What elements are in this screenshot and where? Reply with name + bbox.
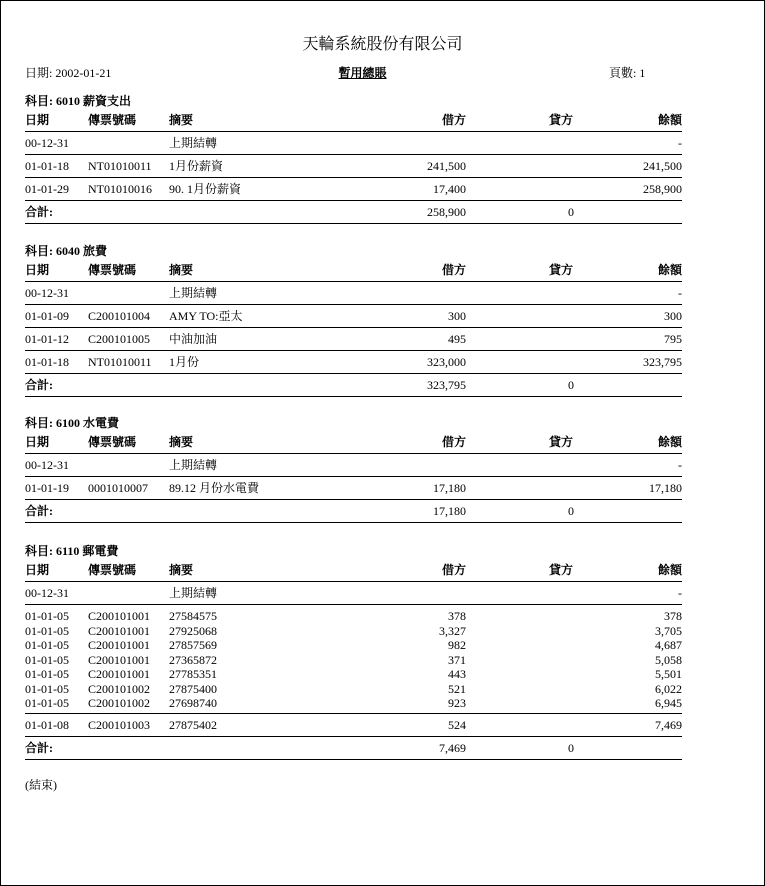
total-row — [25, 737, 682, 760]
cell-date: 00-12-31 — [25, 286, 69, 300]
header-debit: 借方 — [441, 113, 466, 127]
cell-debit: 378 — [448, 609, 466, 623]
cell-voucher: C200101004 — [88, 309, 151, 323]
cell-balance: 5,501 — [655, 667, 682, 681]
total-debit: 17,180 — [433, 504, 466, 518]
cell-desc: 27365872 — [169, 652, 217, 667]
cell-voucher: C200101002 — [88, 696, 151, 710]
cell-voucher: C200101005 — [88, 332, 151, 346]
table-row — [25, 328, 682, 351]
table-row — [25, 696, 682, 714]
cell-date: 00-12-31 — [25, 458, 69, 472]
cell-balance: 795 — [664, 332, 682, 346]
total-label: 合計: — [25, 205, 53, 219]
table-row — [25, 477, 682, 500]
cell-balance: - — [678, 136, 682, 150]
cell-voucher: NT01010016 — [88, 182, 152, 196]
cell-balance: 241,500 — [643, 159, 682, 173]
cell-balance: 7,469 — [655, 718, 682, 732]
table-row — [25, 609, 682, 624]
header-desc: 摘要 — [169, 113, 194, 127]
header-credit: 貸方 — [548, 263, 573, 277]
total-debit: 7,469 — [439, 741, 466, 755]
cell-voucher: C200101001 — [88, 609, 151, 623]
cell-date: 01-01-08 — [25, 718, 69, 732]
header-voucher: 傳票號碼 — [88, 435, 137, 449]
header-balance: 餘額 — [657, 113, 682, 127]
cell-balance: - — [678, 586, 682, 600]
cell-date: 01-01-09 — [25, 309, 69, 323]
header-desc: 摘要 — [169, 435, 194, 449]
cell-debit: 17,400 — [433, 182, 466, 196]
cell-voucher: NT01010011 — [88, 159, 152, 173]
cell-debit: 241,500 — [427, 159, 466, 173]
cell-debit: 3,327 — [439, 623, 466, 638]
cell-debit: 300 — [448, 309, 466, 323]
total-row — [25, 500, 682, 523]
header-balance: 餘額 — [657, 435, 682, 449]
header-date: 日期 — [25, 263, 50, 277]
header-voucher: 傳票號碼 — [88, 563, 137, 577]
cell-balance: 378 — [664, 609, 682, 623]
cell-voucher: C200101003 — [88, 718, 151, 732]
cell-desc: 27857569 — [169, 638, 217, 652]
section-title: 科目: 6100 水電費 — [25, 416, 119, 430]
header-balance: 餘額 — [657, 263, 682, 277]
ledger-section-6010 — [25, 93, 682, 224]
report-end-marker: (結束) — [25, 778, 57, 792]
cell-balance: 3,705 — [655, 623, 682, 638]
cell-desc: 89.12 月份水電費 — [169, 481, 260, 495]
ledger-section-6110 — [25, 543, 682, 760]
cell-balance: 323,795 — [643, 355, 682, 369]
cell-voucher: C200101001 — [88, 638, 151, 652]
cell-voucher: 0001010007 — [88, 481, 148, 495]
cell-balance: 5,058 — [655, 652, 682, 667]
table-row — [25, 682, 682, 697]
header-date: 日期 — [25, 113, 50, 127]
total-label: 合計: — [25, 741, 53, 755]
table-header — [25, 559, 682, 582]
cell-date: 00-12-31 — [25, 136, 69, 150]
header-debit: 借方 — [441, 435, 466, 449]
cell-debit: 371 — [448, 652, 466, 667]
header-debit: 借方 — [441, 263, 466, 277]
cell-desc: 27875402 — [169, 718, 217, 732]
header-date: 日期 — [25, 563, 50, 577]
header-balance: 餘額 — [657, 563, 682, 577]
cell-desc: 上期結轉 — [169, 458, 218, 472]
header-credit: 貸方 — [548, 435, 573, 449]
cell-balance: - — [678, 458, 682, 472]
cell-desc: 1月份薪資 — [169, 159, 224, 173]
cell-date: 01-01-05 — [25, 696, 69, 710]
cell-date: 01-01-05 — [25, 609, 69, 623]
cell-voucher: C200101002 — [88, 681, 151, 696]
cell-date: 01-01-12 — [25, 332, 69, 346]
cell-balance: 4,687 — [655, 638, 682, 652]
cell-desc: 27785351 — [169, 667, 217, 681]
header-voucher: 傳票號碼 — [88, 113, 137, 127]
section-title: 科目: 6040 旅費 — [25, 244, 107, 258]
total-label: 合計: — [25, 378, 53, 392]
cell-debit: 982 — [448, 638, 466, 652]
cell-date: 01-01-05 — [25, 652, 69, 667]
cell-desc: 27925068 — [169, 623, 217, 638]
cell-desc: 27875400 — [169, 681, 217, 696]
total-credit: 0 — [568, 378, 574, 392]
cell-date: 01-01-05 — [25, 638, 69, 652]
table-header — [25, 431, 682, 454]
table-row — [25, 132, 682, 155]
cell-debit: 495 — [448, 332, 466, 346]
cell-date: 01-01-18 — [25, 355, 69, 369]
header-desc: 摘要 — [169, 563, 194, 577]
total-debit: 323,795 — [427, 378, 466, 392]
section-title: 科目: 6110 郵電費 — [25, 544, 119, 558]
table-header — [25, 109, 682, 132]
cell-date: 01-01-05 — [25, 623, 69, 638]
cell-desc: 上期結轉 — [169, 586, 218, 600]
cell-voucher: C200101001 — [88, 667, 151, 681]
cell-desc: AMY TO:亞太 — [169, 309, 243, 323]
ledger-section-6100 — [25, 415, 682, 523]
cell-debit: 524 — [448, 718, 466, 732]
cell-balance: 17,180 — [649, 481, 682, 495]
ledger-section-6040 — [25, 243, 682, 397]
cell-desc: 90. 1月份薪資 — [169, 182, 242, 196]
table-row — [25, 667, 682, 682]
table-row — [25, 155, 682, 178]
cell-date: 01-01-05 — [25, 681, 69, 696]
total-credit: 0 — [568, 741, 574, 755]
header-desc: 摘要 — [169, 263, 194, 277]
total-credit: 0 — [568, 504, 574, 518]
cell-desc: 1月份 — [169, 355, 200, 369]
cell-debit: 323,000 — [427, 355, 466, 369]
cell-voucher: C200101001 — [88, 623, 151, 638]
cell-debit: 17,180 — [433, 481, 466, 495]
total-credit: 0 — [568, 205, 574, 219]
header-debit: 借方 — [441, 563, 466, 577]
table-row — [25, 653, 682, 668]
header-credit: 貸方 — [548, 563, 573, 577]
table-row — [25, 638, 682, 653]
cell-balance: 6,022 — [655, 681, 682, 696]
report-date: 日期: 2002-01-21 — [25, 66, 112, 80]
cell-balance: 6,945 — [655, 696, 682, 710]
total-row — [25, 201, 682, 224]
cell-date: 01-01-19 — [25, 481, 69, 495]
cell-desc: 中油加油 — [169, 332, 218, 346]
section-title: 科目: 6010 薪資支出 — [25, 94, 131, 108]
cell-voucher: NT01010011 — [88, 355, 152, 369]
header-date: 日期 — [25, 435, 50, 449]
cell-balance: 258,900 — [643, 182, 682, 196]
table-row — [25, 178, 682, 201]
table-header — [25, 259, 682, 282]
cell-debit: 521 — [448, 681, 466, 696]
total-row — [25, 374, 682, 397]
total-label: 合計: — [25, 504, 53, 518]
table-row — [25, 305, 682, 328]
cell-balance: - — [678, 286, 682, 300]
cell-debit: 923 — [448, 696, 466, 710]
page-number: 頁數: 1 — [609, 66, 646, 80]
cell-desc: 27584575 — [169, 609, 217, 623]
cell-desc: 上期結轉 — [169, 286, 218, 300]
report-title: 暫用總賬 — [338, 66, 387, 80]
cell-desc: 27698740 — [169, 696, 217, 710]
header-voucher: 傳票號碼 — [88, 263, 137, 277]
company-name: 天輪系統股份有限公司 — [302, 36, 463, 53]
table-row — [25, 351, 682, 374]
table-row — [25, 624, 682, 639]
cell-date: 01-01-18 — [25, 159, 69, 173]
cell-desc: 上期結轉 — [169, 136, 218, 150]
table-row — [25, 282, 682, 305]
table-row — [25, 582, 682, 605]
cell-date: 00-12-31 — [25, 586, 69, 600]
cell-date: 01-01-29 — [25, 182, 69, 196]
table-row — [25, 454, 682, 477]
total-debit: 258,900 — [427, 205, 466, 219]
cell-debit: 443 — [448, 667, 466, 681]
table-row — [25, 714, 682, 737]
header-credit: 貸方 — [548, 113, 573, 127]
cell-voucher: C200101001 — [88, 652, 151, 667]
cell-balance: 300 — [664, 309, 682, 323]
cell-date: 01-01-05 — [25, 667, 69, 681]
